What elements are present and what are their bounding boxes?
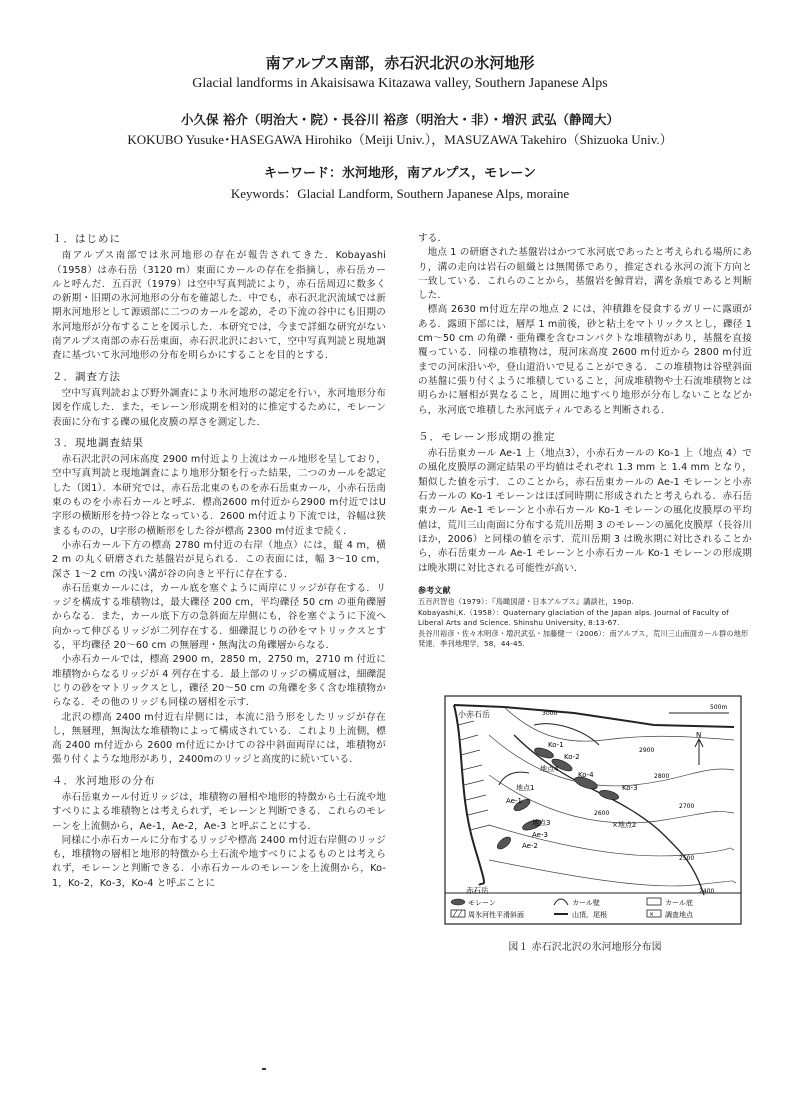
label-point: 地点1	[516, 784, 535, 792]
label-moraine: Ae-1	[506, 797, 522, 805]
label-contour: 2500	[679, 855, 695, 862]
label-moraine: Ae-2	[522, 842, 538, 850]
label-akaishidake: 赤石岳	[466, 886, 489, 895]
legend-moraine-swatch	[451, 899, 465, 905]
paragraph: 赤石岳東カール付近リッジは，堆積物の層相や地形的特徴から土石流や地すべりによる堆積物とは考えられず，モレーンと判断できる．これらのモレーンを上流側から，Ae-1，Ae-2，Ae-3 と呼ぶことにする．	[52, 791, 386, 832]
label-moraine: Ko-2	[564, 753, 580, 761]
label-contour: 2800	[654, 773, 670, 780]
label-contour: 3000	[542, 710, 558, 717]
label-moraine: Ko-1	[548, 741, 564, 749]
references	[418, 586, 752, 650]
reference-item: Kobayashi,K.（1958）：Quaternary glaciation of the Japan alps. Journal of Faculty of Liberal Arts and Science. Shinshu University, 8:13-67.	[418, 607, 729, 628]
legend-moraine: モレーン	[468, 899, 496, 907]
label-north: N	[696, 731, 702, 739]
label-moraine: Ae-3	[532, 831, 548, 839]
section-heading-results: ３．現地調査結果	[52, 436, 144, 449]
paragraph: 北沢の標高 2400 m付近右岸側には，本流に沿う形をしたリッジが存在し，無層理，無淘汰な堆積物によって構成されている．これより上流側，標高 2400 m付近から 2600 m付近にかけての谷中斜面両岸には，堆積物が張り付くような地形があり，2400mのリッジと高度的に続いている．	[52, 711, 386, 766]
label-moraine: Ko-4	[578, 771, 594, 779]
paragraph: 同様に小赤石カールに分布するリッジや標高 2400 m付近右岸側のリッジも，堆積物の層相と地形的特徴から土石流や地すべりによるものとは考えられず，モレーンと判断できる．小赤石カールのモレーンを上流側から，Ko-1，Ko-2，Ko-3，Ko-4 と呼ぶことに	[52, 834, 386, 889]
section-heading-distribution: ４．氷河地形の分布	[52, 774, 156, 787]
paragraph: 赤石岳東カール Ae-1 上（地点3），小赤石カールの Ko-1 上（地点 4）での風化皮膜厚の測定結果の平均値はそれぞれ 1.3 mm と 1.4 mm となり，類似した値を示す．このことから，赤石岳東カールの Ae-1 モレーンと小赤石カールの Ko-1 モレーンはほぼ同時期に形成されたと考えられる．赤石岳東カール Ae-1 モレーンと小赤石カール Ko-1 モレーンの風化皮膜厚の平均値は，荒川三山南面に分布する荒川岳期 3 のモレーンの風化皮膜厚（長谷川ほか，2006）と同様の値を示す．荒川岳期 3 は晩氷期に対比されることから，赤石岳東カール Ae-1 モレーンと小赤石カール Ko-1 モレーンの形成期は晩氷期に対比される可能性が高い．	[418, 448, 753, 574]
left-column	[52, 232, 386, 891]
paragraph: 南アルプス南部では氷河地形の存在が報告されてきた．Kobayashi（1958）は赤石岳（3120 m）東面にカールの存在を指摘し，赤石岳カールと呼んだ．五百沢（1979）は空中写真判読により，赤石岳周辺に数多くの新期・旧期の氷河地形の分布を確認した．中でも，赤石沢北沢流域では新期氷河地形として源頭部に二つのカールを認め，その下流の谷中にも旧期の氷河地形が分布することを図示した．本研究では，今まで詳細な研究がない南アルプス南部の赤石岳東面，赤石沢北沢において，空中写真判読と現地調査に基づいて氷河地形の分布を明らかにすることを目的とする．	[52, 250, 386, 362]
label-kodake: 小赤石岳	[458, 710, 490, 719]
label-point: 地点3	[532, 819, 551, 827]
section-heading-method: ２．調査方法	[52, 370, 121, 383]
legend-slope-swatch	[451, 910, 465, 917]
paper-title-jp: 南アルプス南部，赤石沢北沢の氷河地形	[265, 54, 535, 72]
label-scale: 500m	[710, 704, 728, 711]
paragraph: 赤石岳東カールには，カール底を塞ぐように両岸にリッジが存在する．リッジを構成する堆積物は，最大礫径 200 cm，平均礫径 50 cm の亜角礫層からなる．また，カール底下方の急斜面左岸側にも，谷を塞ぐように下流へ向かって伸びるリッジが二列存在する．細礫混じりの砂をマトリックスとする，平均礫径 20～60 cm の無層理・無淘汰の角礫層からなる．	[52, 582, 386, 652]
paragraph: 標高 2630 m付近左岸の地点 2 には，沖積錐を侵食するガリーに露頭がある．露頭下部には，層厚 1 m前後，砂と粘土をマトリックスとし，礫径 1 cm～50 cm の角礫・亜角礫を含むコンパクトな堆積物があり，基盤を直接覆っている．同様の堆積物は，現河床高度 2600 m付近から 2800 m付近までの河床沿いや，登山道沿いで見ることができる．この堆積物は谷壁斜面の基盤に張り付くように堆積していること，河成堆積物や土石流堆積物とは明らかに層相が異なること，周囲に地すべり地形が分布しないことなどから，氷河底で堆積した氷河底ティルであると判断される．	[418, 304, 752, 416]
paragraph: 小赤石カール下方の標高 2780 m付近の右岸（地点）には，縦 4 m，横 2 m の丸く研磨された基盤岩が見られる．この表面には，幅 3～10 cm，深さ 1～2 cm の浅い溝が谷の向きと平行に存在する．	[52, 539, 386, 580]
references-title: 参考文献	[418, 585, 451, 595]
paragraph: 赤石沢北沢の河床高度 2900 m付近より上流はカール地形を呈しており，空中写真判読と現地調査により地形分類を行った結果，二つのカールを認定した（図1）．本研究では，赤石岳北東のものを赤石岳東カール，小赤石岳南東のものを小赤石カールと呼ぶ．標高2600 m付近から2900 m付近ではU字形の横断形を持つ谷となっている．2600 m付近より下流では，谷幅は狭まるものの，U字形の横断形をした谷が標高 2300 m付近まで続く．	[52, 454, 386, 537]
glacial-landform-map	[444, 695, 742, 925]
legend-cirque-floor-swatch	[647, 898, 661, 905]
legend-cirque-wall: カール壁	[572, 899, 600, 907]
right-column	[418, 232, 752, 650]
svg-text:×: ×	[649, 911, 655, 918]
legend-slope: 周氷河性平滑斜面	[468, 911, 524, 919]
authors-en: KOKUBO Yusuke･HASEGAWA Hirohiko（Meiji Univ.），MASUZAWA Takehiro（Shizuoka Univ.）	[127, 132, 673, 147]
legend-ridge: 山頂，尾根	[572, 911, 607, 919]
paragraph: する．	[418, 233, 448, 244]
label-contour: 2900	[639, 747, 655, 754]
section-heading-intro: １．はじめに	[52, 233, 121, 245]
paper-title-en: Glacial landforms in Akaisisawa Kitazawa valley, Southern Japanese Alps	[192, 76, 608, 91]
legend-survey: 調査地点	[665, 911, 693, 919]
page-mark	[262, 1068, 266, 1070]
paragraph: 地点 1 の研磨された基盤岩はかつて氷河底であったと考えられる場所にあり，溝の走向は岩石の組織とは無関係であり，推定される氷河の流下方向と一致している．これらのことから，基盤岩を鯨背岩，溝を条痕であると判断した．	[418, 247, 752, 302]
keywords-jp: キーワード：氷河地形，南アルプス，モレーン	[263, 166, 537, 181]
label-contour: 2600	[594, 810, 610, 817]
figure-caption: 図１ 赤石沢北沢の氷河地形分布図	[508, 942, 662, 953]
label-point: 地点4	[540, 765, 559, 773]
section-heading-moraine-age: ５．モレーン形成期の推定	[418, 430, 556, 443]
paragraph: 空中写真判読および野外調査により氷河地形の認定を行い，氷河地形分布図を作成した．また，モレーン形成期を相対的に推定するために，モレーン表面に分布する礫の風化皮膜の厚さを測定した．	[52, 387, 386, 428]
authors-jp: 小久保 裕介（明治大・院）・長谷川 裕彦（明治大・非）・増沢 武弘（静岡大）	[180, 112, 620, 127]
keywords-en: Keywords：Glacial Landform, Southern Japanese Alps, moraine	[230, 186, 570, 201]
reference-item: 五百沢智也（1979）：『鳥瞰図譜・日本アルプス』講談社，190p.	[418, 597, 634, 607]
reference-item: 長谷川裕彦・佐々木明彦・増沢武弘・加藤健一（2006）：南アルプス，荒川三山南面カール群の地形発達．季刊地理学，58，44-45.	[418, 628, 749, 649]
label-contour: 2700	[679, 803, 695, 810]
paragraph: 小赤石カールでは，標高 2900 m，2850 m，2750 m，2710 m 付近に堆積物からなるリッジが 4 列存在する．最上部のリッジの構成層は，細礫混じりの砂をマトリックスとし，礫径 20～50 cm の角礫を多く含む堆積物からなる．その他のリッジも同様の層相を示す．	[52, 654, 386, 709]
label-point: ×地点2	[612, 821, 637, 829]
label-moraine: Ko-3	[622, 784, 638, 792]
label-contour: 2400	[699, 888, 715, 895]
legend-cirque-floor: カール底	[665, 899, 693, 907]
